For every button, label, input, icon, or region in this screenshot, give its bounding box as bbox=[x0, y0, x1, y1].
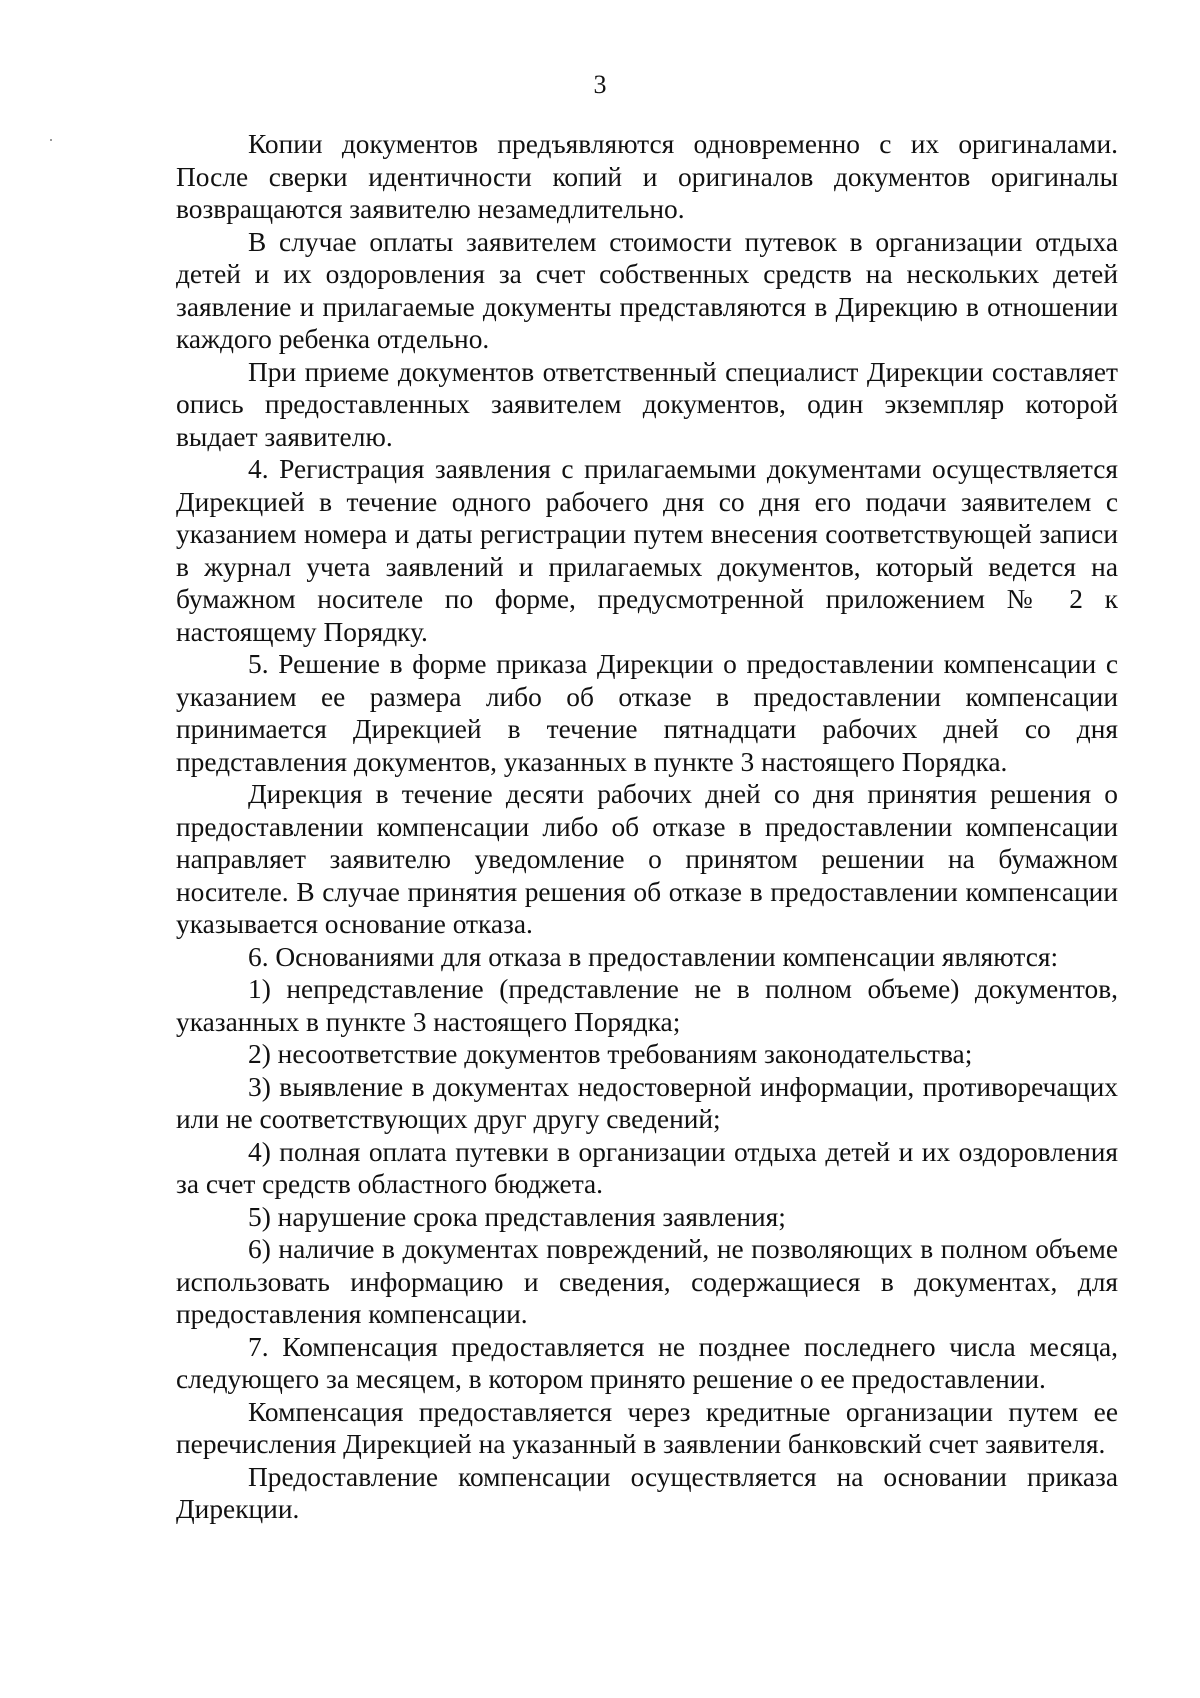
paragraph-item-5-decision: 5. Решение в форме приказа Дирекции о предоставлении компенсации с указанием ее размера либо об отказе в предоставлении компенсации принимается Дирекцией в течение пятнадцати рабочих дней со дня представления документов, указанных в пункте 3 настоящего Порядка. bbox=[176, 649, 1118, 777]
list-item-refusal-2: 2) несоответствие документов требованиям законодательства; bbox=[248, 1039, 973, 1069]
document-body bbox=[176, 128, 1118, 1526]
list-item-refusal-3: 3) выявление в документах недостоверной информации, противоречащих или не соответствующих друг другу сведений; bbox=[176, 1071, 1118, 1134]
paragraph-copies-originals: Копии документов предъявляются одновременно с их оригиналами. После сверки идентичности копий и оригиналов документов оригиналы возвращаются заявителю незамедлительно. bbox=[176, 129, 1118, 224]
paragraph-item-4-registration: 4. Регистрация заявления с прилагаемыми документами осуществляется Дирекцией в течение одного рабочего дня со дня его подачи заявителем с указанием номера и даты регистрации путем внесения соответствующей записи в журнал учета заявлений и прилагаемых документов, который ведется на бумажном носителе по форме, предусмотренной приложением № 2 к настоящему Порядку. bbox=[176, 454, 1118, 647]
list-item-refusal-6: 6) наличие в документах повреждений, не позволяющих в полном объеме использовать информацию и сведения, содержащиеся в документах, для предоставления компенсации. bbox=[176, 1234, 1118, 1329]
paragraph-credit-organizations: Компенсация предоставляется через кредитные организации путем ее перечисления Дирекцией на указанный в заявлении банковский счет заявителя. bbox=[176, 1396, 1118, 1459]
paragraph-notification: Дирекция в течение десяти рабочих дней со дня принятия решения о предоставлении компенсации либо об отказе в предоставлении компенсации направляет заявителю уведомление о принятом решении на бумажном носителе. В случае принятия решения об отказе в предоставлении компенсации указывается основание отказа. bbox=[176, 779, 1118, 939]
list-item-refusal-4: 4) полная оплата путевки в организации отдыха детей и их оздоровления за счет средств областного бюджета. bbox=[176, 1136, 1118, 1199]
paragraph-several-children: В случае оплаты заявителем стоимости путевок в организации отдыха детей и их оздоровления за счет собственных средств на нескольких детей заявление и прилагаемые документы представляются в Дирекцию в отношении каждого ребенка отдельно. bbox=[176, 226, 1118, 354]
paragraph-item-7-payment-term: 7. Компенсация предоставляется не позднее последнего числа месяца, следующего за месяцем, в котором принято решение о ее предоставлении. bbox=[176, 1331, 1118, 1394]
page-number: 3 bbox=[593, 70, 607, 99]
paragraph-document-inventory: При приеме документов ответственный специалист Дирекции составляет опись предоставленных заявителем документов, один экземпляр которой выдает заявителю. bbox=[176, 356, 1118, 452]
scan-speck bbox=[50, 139, 52, 141]
paragraph-item-6-refusal-grounds: 6. Основаниями для отказа в предоставлении компенсации являются: bbox=[248, 941, 1059, 972]
paragraph-order-basis: Предоставление компенсации осуществляется на основании приказа Дирекции. bbox=[176, 1461, 1118, 1524]
list-item-refusal-1: 1) непредставление (представление не в полном объеме) документов, указанных в пункте 3 настоящего Порядка; bbox=[176, 974, 1118, 1037]
list-item-refusal-5: 5) нарушение срока представления заявления; bbox=[248, 1201, 786, 1232]
